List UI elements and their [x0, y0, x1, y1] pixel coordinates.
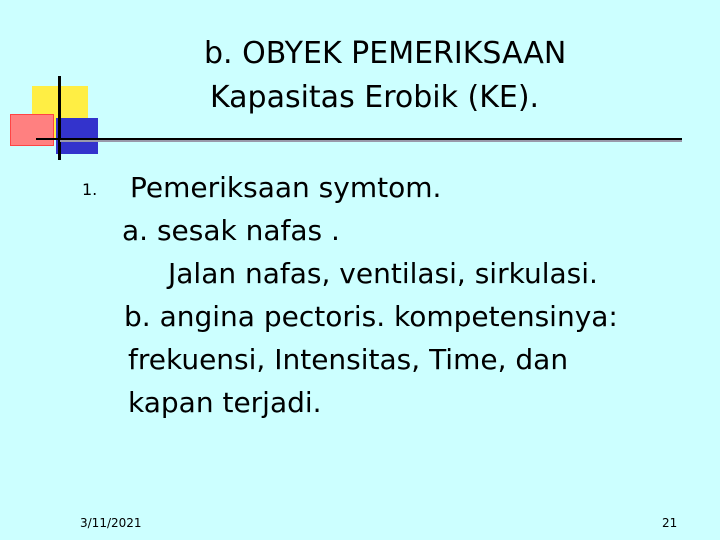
list-subitem-b-cont-2: kapan terjadi. — [128, 386, 322, 419]
slide-title — [186, 32, 706, 120]
footer-date: 3/11/2021 — [80, 516, 142, 530]
slide-body — [122, 166, 712, 424]
title-divider-shadow — [60, 140, 682, 142]
title-line-2: Kapasitas Erobik (KE). — [210, 80, 540, 115]
list-subitem-a-detail: Jalan nafas, ventilasi, sirkulasi. — [168, 257, 598, 290]
logo-vertical-line — [58, 76, 61, 160]
list-item-heading: Pemeriksaan symtom. — [130, 171, 442, 204]
title-line-1: b. OBYEK PEMERIKSAAN — [204, 36, 567, 71]
list-subitem-a: a. sesak nafas . — [122, 214, 340, 247]
list-number: 1. — [82, 180, 98, 199]
logo-red-square — [10, 114, 54, 146]
list-subitem-b-cont-1: frekuensi, Intensitas, Time, dan — [128, 343, 569, 376]
logo-blue-square — [56, 118, 98, 154]
footer-page-number: 21 — [662, 516, 678, 530]
list-subitem-b: b. angina pectoris. kompetensinya: — [124, 300, 618, 333]
